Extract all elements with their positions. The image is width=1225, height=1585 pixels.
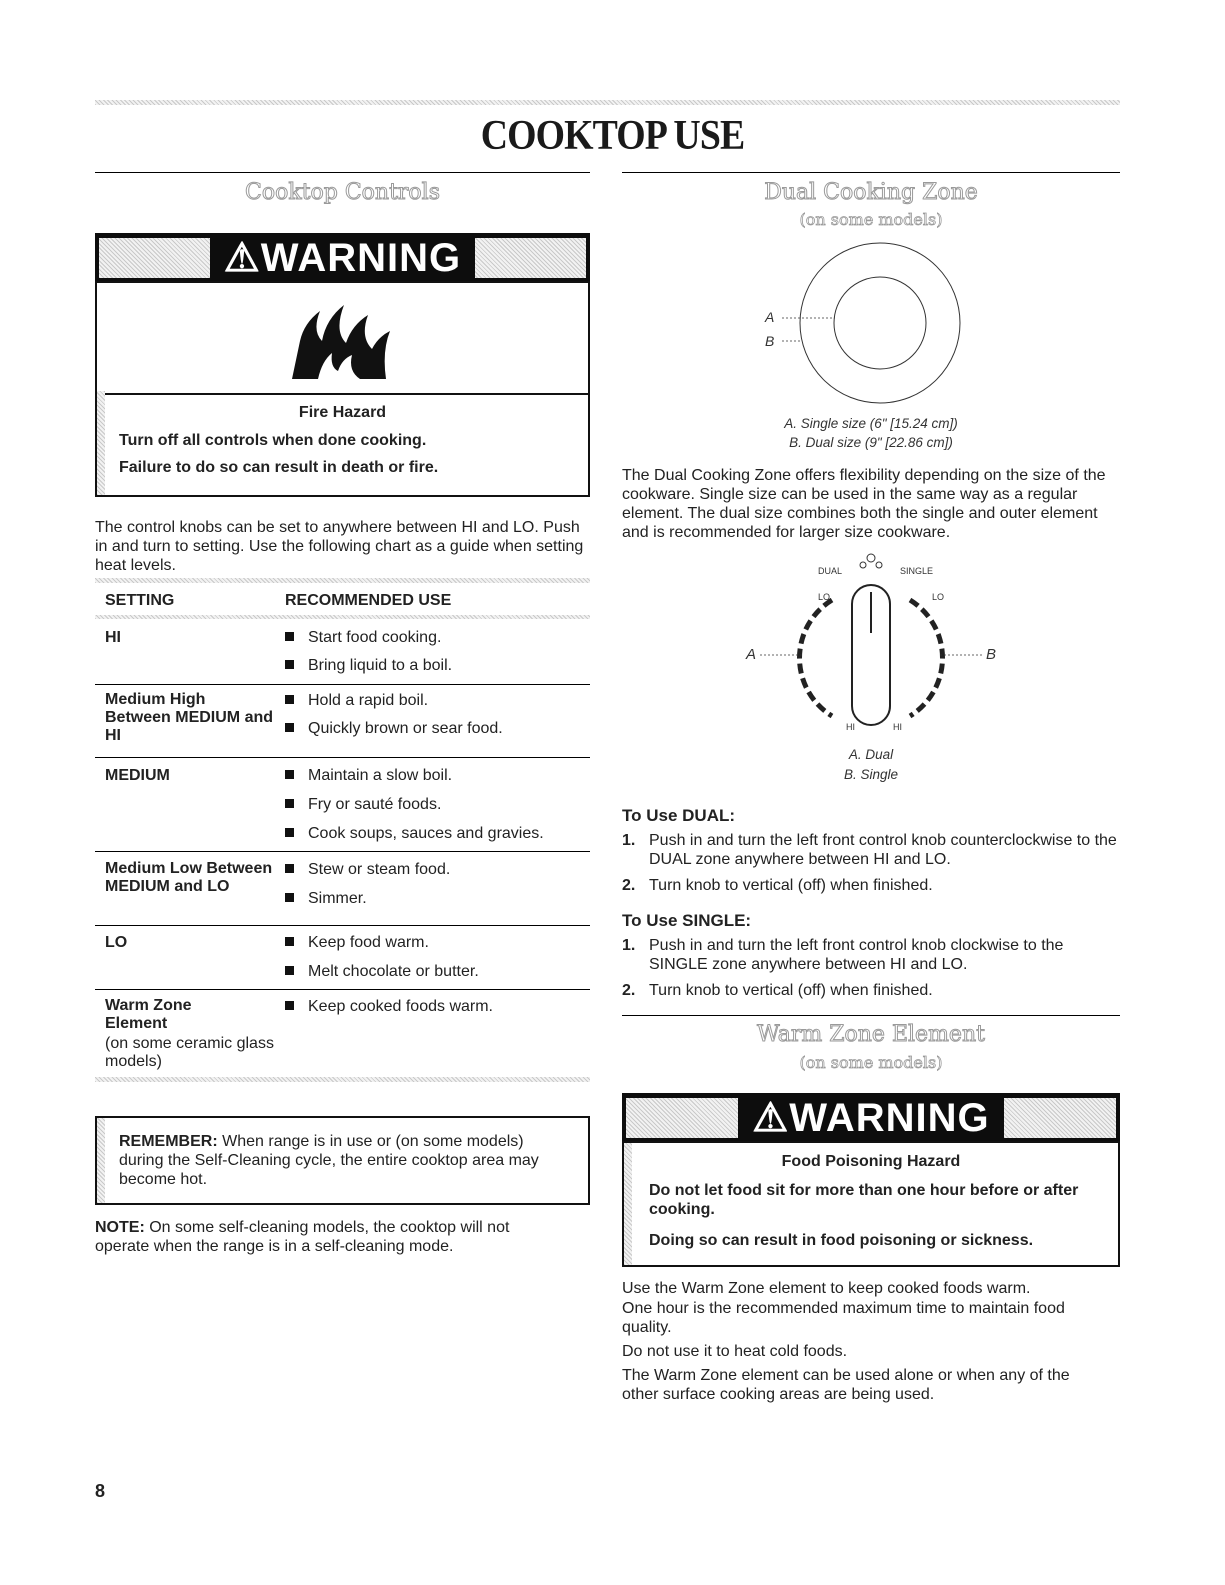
table-row-use: Keep food warm. bbox=[285, 933, 429, 952]
knob-label-hi-right: HI bbox=[893, 722, 902, 732]
bullet-icon bbox=[285, 632, 294, 641]
warning-label-2: ⚠WARNING bbox=[738, 1093, 1003, 1143]
table-bottom-rule bbox=[95, 1077, 590, 1082]
bullet-icon bbox=[285, 799, 294, 808]
header-hatch-rule bbox=[95, 100, 1120, 105]
diagram-label-a: A bbox=[765, 309, 775, 325]
table-row-setting: MEDIUM bbox=[105, 767, 170, 784]
knob-caption-b: B. Single bbox=[843, 767, 899, 782]
controls-intro-text: The control knobs can be set to anywhere between HI and LO. Push in and turn to setting. Use the following chart as a guide when setting heat levels. bbox=[95, 519, 584, 574]
control-knob-diagram bbox=[740, 548, 1010, 778]
table-row-use: Cook soups, sauces and gravies. bbox=[285, 824, 544, 843]
bullet-icon bbox=[285, 660, 294, 669]
section-subtitle-warm: (on some models) bbox=[799, 1053, 943, 1072]
right-section-rule bbox=[622, 172, 1120, 173]
warm-paragraph: One hour is the recommended maximum time to maintain food quality. bbox=[622, 1300, 1065, 1336]
warm-paragraph: The Warm Zone element can be used alone or when any of the other surface cooking areas are being used. bbox=[622, 1367, 1070, 1403]
warning-banner bbox=[95, 233, 590, 283]
warning-line-2: Failure to do so can result in death or fire. bbox=[119, 459, 439, 476]
table-row-use: Fry or sauté foods. bbox=[285, 795, 441, 814]
warning-triangle-icon: ⚠ bbox=[752, 1096, 790, 1140]
warning-hazard-title-2: Food Poisoning Hazard bbox=[781, 1153, 961, 1170]
remember-text: When range is in use or (on some models) during the Self-Cleaning cycle, the entire cooktop area may become hot. bbox=[119, 1133, 539, 1188]
table-row-divider bbox=[95, 684, 590, 685]
warning2-line-1: Do not let food sit for more than one hour before or after cooking. bbox=[649, 1182, 1079, 1218]
table-header-rule bbox=[95, 615, 590, 619]
table-row-use: Simmer. bbox=[285, 889, 367, 908]
table-row-use: Hold a rapid boil. bbox=[285, 691, 428, 710]
fire-icon bbox=[282, 301, 402, 381]
table-row-use: Melt chocolate or butter. bbox=[285, 962, 479, 981]
knob-label-dual: DUAL bbox=[818, 566, 843, 576]
section-title-warm-zone: Warm Zone Element bbox=[757, 1022, 985, 1047]
diagram-caption-a: A. Single size (6" [15.24 cm]) bbox=[784, 416, 958, 431]
warning-hazard-title: Fire Hazard bbox=[298, 404, 387, 421]
table-row-divider bbox=[95, 757, 590, 758]
remember-label: REMEMBER: bbox=[119, 1133, 218, 1150]
note-text: On some self-cleaning models, the cooktop will not operate when the range is in a self-cleaning mode. bbox=[95, 1219, 510, 1255]
warning-label: ⚠WARNING bbox=[210, 233, 475, 283]
table-row-setting: HI bbox=[105, 629, 121, 646]
warm-section-rule bbox=[622, 1015, 1120, 1016]
warm-paragraph: Do not use it to heat cold foods. bbox=[622, 1343, 848, 1360]
dual-zone-paragraph: The Dual Cooking Zone offers flexibility depending on the size of the cookware. Single size can be used in the same way as a regular element. The dual size combines both the single and outer element and is recommended for larger size cookware. bbox=[622, 467, 1106, 541]
warning-image-box bbox=[95, 281, 590, 395]
table-row-use: Stew or steam food. bbox=[285, 860, 450, 879]
warning-text-box bbox=[95, 391, 590, 497]
table-row-use: Maintain a slow boil. bbox=[285, 766, 452, 785]
table-row-setting: Warm Zone Element bbox=[105, 997, 192, 1032]
dual-burner-diagram bbox=[760, 238, 990, 408]
warning-banner-2 bbox=[622, 1093, 1120, 1143]
section-title-cooktop-controls: Cooktop Controls bbox=[245, 180, 440, 205]
table-row-use: Quickly brown or sear food. bbox=[285, 719, 503, 738]
diagram-label-b: B bbox=[765, 333, 775, 349]
remember-box bbox=[95, 1116, 590, 1205]
warning2-line-2: Doing so can result in food poisoning or sickness. bbox=[649, 1232, 1034, 1249]
table-row-divider bbox=[95, 989, 590, 990]
table-row-setting: Medium High Between MEDIUM and HI bbox=[105, 691, 274, 744]
bullet-icon bbox=[285, 828, 294, 837]
bullet-icon bbox=[285, 723, 294, 732]
table-header-use: RECOMMENDED USE bbox=[285, 592, 452, 609]
knob-label-hi-left: HI bbox=[846, 722, 855, 732]
warning-line-1: Turn off all controls when done cooking. bbox=[119, 432, 427, 449]
bullet-icon bbox=[285, 695, 294, 704]
page-number: 8 bbox=[95, 1481, 106, 1501]
use-dual-heading: To Use DUAL: bbox=[622, 806, 736, 825]
knob-label-single: SINGLE bbox=[900, 566, 934, 576]
warm-paragraph: Use the Warm Zone element to keep cooked foods warm. bbox=[622, 1280, 1031, 1297]
diagram-caption-b: B. Dual size (9" [22.86 cm]) bbox=[789, 435, 953, 450]
table-row-note: (on some ceramic glass models) bbox=[105, 1035, 274, 1070]
table-row-use: Start food cooking. bbox=[285, 628, 441, 647]
bullet-icon bbox=[285, 864, 294, 873]
bullet-icon bbox=[285, 1001, 294, 1010]
bullet-icon bbox=[285, 937, 294, 946]
section-subtitle-dual: (on some models) bbox=[799, 210, 943, 229]
knob-label-lo-left: LO bbox=[818, 592, 831, 602]
table-header-setting: SETTING bbox=[105, 592, 175, 609]
note-label: NOTE: bbox=[95, 1219, 145, 1236]
table-row-use: Bring liquid to a boil. bbox=[285, 656, 452, 675]
bullet-icon bbox=[285, 770, 294, 779]
table-row-divider bbox=[95, 925, 590, 926]
use-single-heading: To Use SINGLE: bbox=[622, 911, 752, 930]
table-row-setting: Medium Low Between MEDIUM and LO bbox=[105, 860, 273, 895]
section-title-dual-cooking-zone: Dual Cooking Zone bbox=[764, 180, 978, 205]
warning-text-box-2 bbox=[622, 1141, 1120, 1267]
knob-label-a: A bbox=[746, 646, 757, 663]
table-row-setting: LO bbox=[105, 934, 128, 951]
knob-caption-a: A. Dual bbox=[848, 747, 894, 762]
knob-label-lo-right: LO bbox=[932, 592, 945, 602]
warning-triangle-icon: ⚠ bbox=[223, 236, 261, 280]
table-top-rule bbox=[95, 578, 590, 583]
knob-label-b: B bbox=[986, 646, 997, 663]
bullet-icon bbox=[285, 893, 294, 902]
left-section-rule bbox=[95, 172, 590, 173]
table-row-use: Keep cooked foods warm. bbox=[285, 997, 493, 1016]
page-title: COOKTOP USE bbox=[480, 113, 745, 159]
table-row-divider bbox=[95, 851, 590, 852]
bullet-icon bbox=[285, 966, 294, 975]
